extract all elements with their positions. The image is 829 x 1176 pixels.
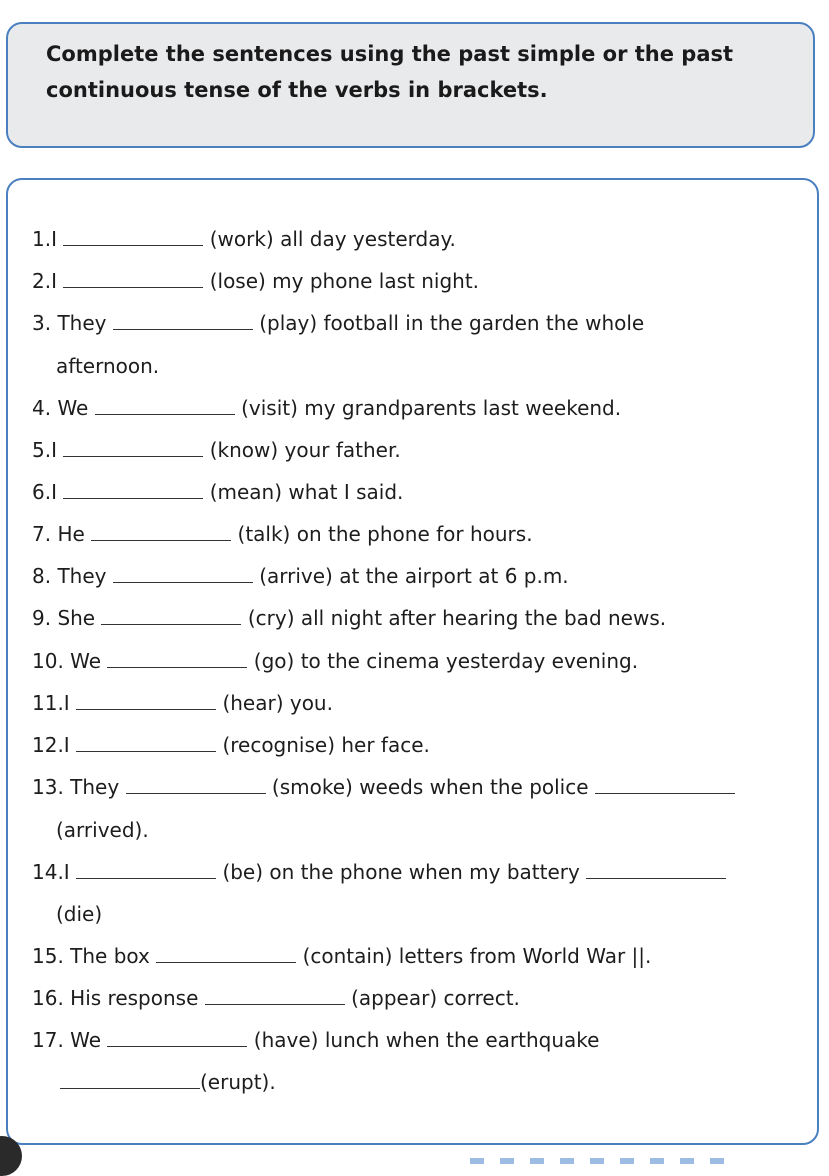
item-number: 5.I bbox=[32, 438, 57, 462]
item-text: (be) on the phone when my battery bbox=[222, 860, 580, 884]
answer-blank[interactable] bbox=[63, 480, 203, 499]
item-text: (mean) what I said. bbox=[209, 480, 404, 504]
answer-blank[interactable] bbox=[107, 1028, 247, 1047]
instructions-line-2: continuous tense of the verbs in brackets. bbox=[46, 78, 548, 102]
exercise-item-12 bbox=[32, 732, 430, 758]
exercise-item-5 bbox=[32, 437, 401, 463]
item-number: 15. The box bbox=[32, 944, 150, 968]
exercise-item-13 bbox=[32, 774, 735, 800]
item-number: 13. They bbox=[32, 775, 120, 799]
item-number: 9. She bbox=[32, 606, 96, 630]
exercise-item-3-continuation: afternoon. bbox=[56, 354, 160, 378]
decorative-stripe bbox=[470, 1158, 740, 1164]
item-text: (have) lunch when the earthquake bbox=[253, 1028, 600, 1052]
answer-blank[interactable] bbox=[586, 860, 726, 879]
item-number: 1.I bbox=[32, 227, 57, 251]
exercise-item-9 bbox=[32, 605, 666, 631]
exercise-item-14 bbox=[32, 859, 726, 885]
item-text: (lose) my phone last night. bbox=[209, 269, 480, 293]
exercise-item-7 bbox=[32, 521, 533, 547]
exercise-item-17 bbox=[32, 1027, 599, 1053]
item-text: (recognise) her face. bbox=[222, 733, 430, 757]
answer-blank[interactable] bbox=[91, 522, 231, 541]
answer-blank[interactable] bbox=[107, 649, 247, 668]
item-number: 8. They bbox=[32, 564, 107, 588]
answer-blank[interactable] bbox=[113, 311, 253, 330]
exercise-item-10 bbox=[32, 648, 638, 674]
answer-blank[interactable] bbox=[60, 1070, 200, 1089]
item-number: 4. We bbox=[32, 396, 89, 420]
answer-blank[interactable] bbox=[113, 564, 253, 583]
exercise-item-2 bbox=[32, 268, 479, 294]
item-text: (contain) letters from World War ||. bbox=[302, 944, 652, 968]
item-number: 3. They bbox=[32, 311, 107, 335]
answer-blank[interactable] bbox=[101, 606, 241, 625]
item-number: 2.I bbox=[32, 269, 57, 293]
exercise-item-16 bbox=[32, 985, 520, 1011]
item-text: (smoke) weeds when the police bbox=[271, 775, 589, 799]
answer-blank[interactable] bbox=[95, 396, 235, 415]
item-text: (visit) my grandparents last weekend. bbox=[241, 396, 622, 420]
item-number: 17. We bbox=[32, 1028, 102, 1052]
item-text: (work) all day yesterday. bbox=[209, 227, 456, 251]
item-text: (arrive) at the airport at 6 p.m. bbox=[259, 564, 569, 588]
item-number: 6.I bbox=[32, 480, 57, 504]
exercise-item-15 bbox=[32, 943, 651, 969]
exercise-item-6 bbox=[32, 479, 403, 505]
answer-blank[interactable] bbox=[76, 860, 216, 879]
exercise-item-8 bbox=[32, 563, 569, 589]
answer-blank[interactable] bbox=[63, 269, 203, 288]
item-text: (talk) on the phone for hours. bbox=[237, 522, 533, 546]
item-text: (play) football in the garden the whole bbox=[259, 311, 645, 335]
item-text: (erupt). bbox=[200, 1070, 276, 1094]
item-number: 11.I bbox=[32, 691, 70, 715]
item-number: 16. His response bbox=[32, 986, 199, 1010]
answer-blank[interactable] bbox=[126, 775, 266, 794]
exercise-item-14-continuation: (die) bbox=[56, 902, 103, 926]
item-text: (go) to the cinema yesterday evening. bbox=[253, 649, 639, 673]
item-text: (appear) correct. bbox=[351, 986, 520, 1010]
item-number: 7. He bbox=[32, 522, 85, 546]
exercise-item-13-continuation: (arrived). bbox=[56, 818, 149, 842]
exercise-item-3 bbox=[32, 310, 644, 336]
item-text: (cry) all night after hearing the bad news. bbox=[247, 606, 667, 630]
exercise-item-4 bbox=[32, 395, 621, 421]
answer-blank[interactable] bbox=[205, 986, 345, 1005]
item-number: 14.I bbox=[32, 860, 70, 884]
item-number: 10. We bbox=[32, 649, 102, 673]
item-number: 12.I bbox=[32, 733, 70, 757]
item-text: (hear) you. bbox=[222, 691, 333, 715]
answer-blank[interactable] bbox=[63, 438, 203, 457]
exercise-item-17-continuation bbox=[60, 1069, 276, 1095]
answer-blank[interactable] bbox=[76, 733, 216, 752]
item-text: (know) your father. bbox=[209, 438, 401, 462]
instructions-text bbox=[46, 36, 786, 108]
answer-blank[interactable] bbox=[63, 227, 203, 246]
instructions-line-1: Complete the sentences using the past simple or the past bbox=[46, 42, 734, 66]
exercise-item-11 bbox=[32, 690, 333, 716]
answer-blank[interactable] bbox=[76, 691, 216, 710]
exercise-item-1 bbox=[32, 226, 456, 252]
answer-blank[interactable] bbox=[595, 775, 735, 794]
answer-blank[interactable] bbox=[156, 944, 296, 963]
